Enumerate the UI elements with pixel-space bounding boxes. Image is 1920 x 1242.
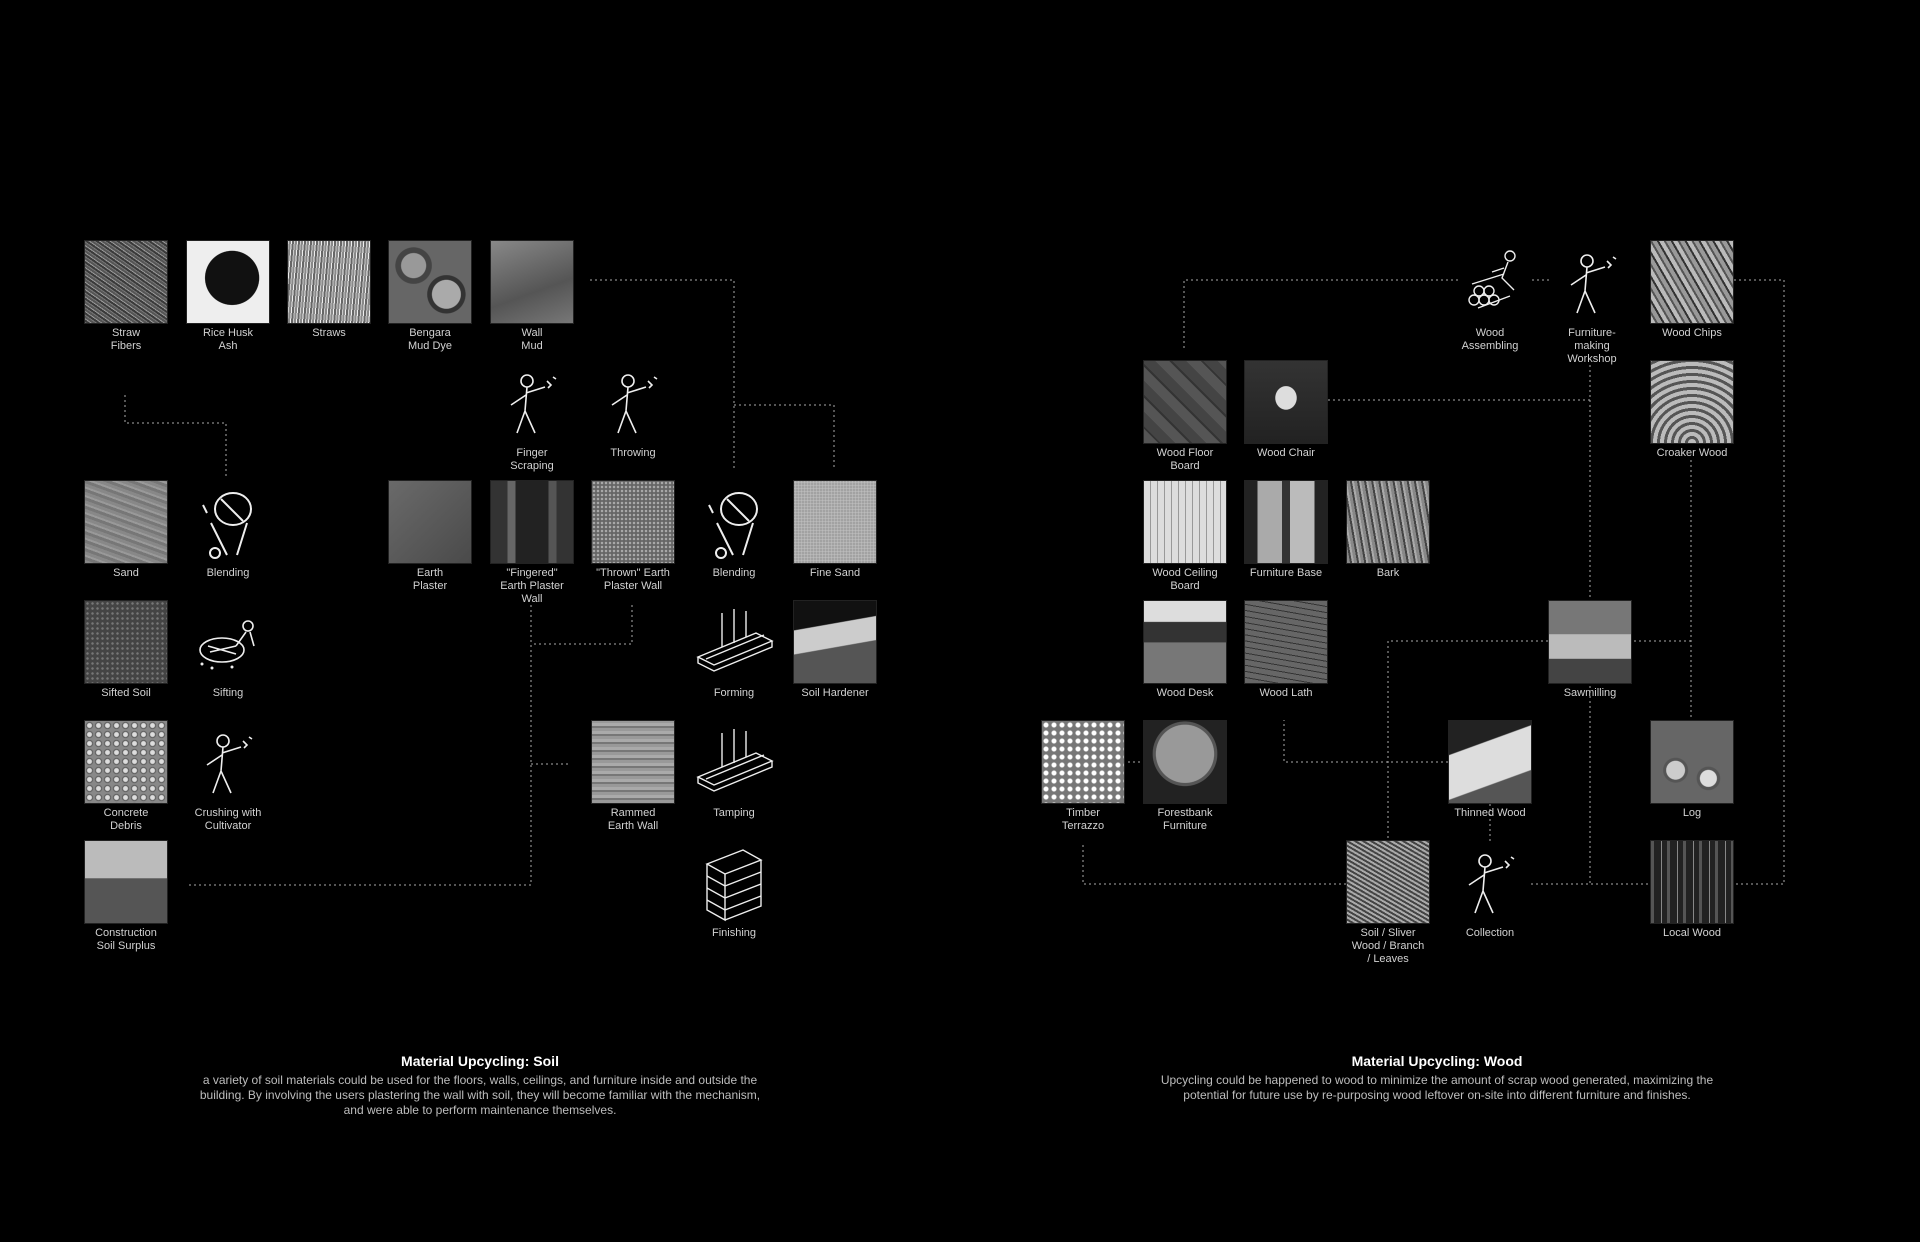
wood-node-label: Wood Lath — [1259, 687, 1313, 699]
wood-node-label: Forestbank Furniture — [1157, 807, 1213, 832]
wood-caption-body: Upcycling could be happened to wood to minimize the amount of scrap wood generated, maximizing the potential for future use by re-purposing wood leftover on-site into different furniture and finishes. — [1160, 1073, 1714, 1102]
form-icon — [692, 720, 776, 804]
soil-photo — [793, 600, 877, 684]
logs-icon — [1448, 240, 1532, 324]
soil-photo — [287, 240, 371, 324]
soil-photo — [84, 720, 168, 804]
soil-node-label: "Fingered" Earth Plaster Wall — [500, 567, 564, 605]
wood-photo — [1244, 480, 1328, 564]
soil-photo — [793, 480, 877, 564]
soil-photo — [84, 480, 168, 564]
soil-photo — [186, 240, 270, 324]
wood-node-label: Furniture- making Workshop — [1567, 327, 1617, 365]
wood-photo — [1650, 240, 1734, 324]
soil-node-label: Fine Sand — [809, 567, 861, 579]
wood-node — [1650, 720, 1734, 820]
form-icon — [692, 600, 776, 684]
wood-node-label: Wood Chair — [1257, 447, 1315, 459]
soil-node-label: Blending — [206, 567, 250, 579]
wood-node — [1143, 480, 1227, 593]
soil-photo — [84, 240, 168, 324]
soil-node — [84, 480, 168, 580]
soil-photo — [490, 480, 574, 564]
soil-node — [186, 720, 270, 833]
soil-node — [186, 600, 270, 700]
soil-node-label: Rice Husk Ash — [202, 327, 254, 352]
wood-photo — [1143, 360, 1227, 444]
soil-node — [490, 240, 574, 353]
wood-node-label: Croaker Wood — [1656, 447, 1728, 459]
soil-photo — [84, 600, 168, 684]
wood-photo — [1346, 840, 1430, 924]
soil-caption — [190, 1053, 770, 1118]
soil-node-label: Blending — [712, 567, 756, 579]
wood-node-label: Bark — [1376, 567, 1400, 579]
soil-photo — [591, 720, 675, 804]
soil-node-label: Tamping — [713, 807, 755, 819]
soil-node-label: Concrete Debris — [103, 807, 149, 832]
wood-node — [1143, 600, 1227, 700]
soil-photo — [490, 240, 574, 324]
wood-photo — [1143, 480, 1227, 564]
soil-node-label: "Thrown" Earth Plaster Wall — [596, 567, 670, 592]
soil-node — [692, 840, 776, 940]
soil-node — [388, 480, 472, 593]
soil-node — [591, 360, 675, 460]
soil-node — [692, 480, 776, 580]
link-thinned-to-lath — [1284, 720, 1448, 762]
wood-node — [1244, 360, 1328, 460]
soil-node-label: Finishing — [711, 927, 757, 939]
soil-node — [84, 600, 168, 700]
soil-node — [692, 720, 776, 820]
wood-node — [1650, 360, 1734, 460]
soil-node-label: Wall Mud — [521, 327, 543, 352]
soil-node — [490, 480, 574, 606]
wood-node — [1448, 240, 1532, 353]
soil-node — [84, 240, 168, 353]
soil-node — [692, 600, 776, 700]
soil-photo — [591, 480, 675, 564]
person-icon — [591, 360, 675, 444]
soil-node-label: Straw Fibers — [110, 327, 142, 352]
wood-photo — [1346, 480, 1430, 564]
wood-node — [1143, 360, 1227, 473]
soil-node — [84, 840, 168, 953]
soil-node-label: Construction Soil Surplus — [95, 927, 157, 952]
soil-node — [186, 480, 270, 580]
person-icon — [1550, 240, 1634, 324]
wood-node-label: Log — [1682, 807, 1702, 819]
soil-node — [591, 480, 675, 593]
link-chips-to-localwood — [1734, 280, 1784, 884]
wood-node — [1448, 720, 1532, 820]
wood-node-label: Wood Assembling — [1461, 327, 1519, 352]
soil-node — [591, 720, 675, 833]
soil-node — [186, 240, 270, 353]
soil-node-label: Sifted Soil — [101, 687, 151, 699]
wood-node — [1650, 240, 1734, 340]
sift-icon — [186, 600, 270, 684]
wood-node-label: Thinned Wood — [1454, 807, 1526, 819]
wood-node — [1346, 480, 1430, 580]
mixer-icon — [186, 480, 270, 564]
wood-node-label: Wood Desk — [1156, 687, 1214, 699]
wood-node-label: Timber Terrazzo — [1061, 807, 1105, 832]
wood-photo — [1041, 720, 1125, 804]
soil-node-label: Crushing with Cultivator — [194, 807, 262, 832]
wood-node — [1550, 240, 1634, 366]
soil-node-label: Earth Plaster — [412, 567, 448, 592]
wood-photo — [1244, 600, 1328, 684]
wood-caption — [1147, 1053, 1727, 1103]
soil-node-label: Finger Scraping — [510, 447, 554, 472]
soil-node-label: Forming — [713, 687, 755, 699]
wood-node-label: Collection — [1465, 927, 1515, 939]
soil-node-label: Bengara Mud Dye — [407, 327, 453, 352]
soil-node-label: Throwing — [610, 447, 656, 459]
wood-node — [1244, 600, 1328, 700]
soil-caption-body: a variety of soil materials could be used for the floors, walls, ceilings, and furniture inside and outside the building. By involving the users plastering the wall with soil, they will become familiar with the mechanism, and were able to perform maintenance themselves. — [199, 1073, 761, 1117]
wood-photo — [1448, 720, 1532, 804]
wood-node — [1650, 840, 1734, 940]
soil-photo — [388, 240, 472, 324]
wood-node-label: Wood Chips — [1662, 327, 1722, 339]
soil-node — [793, 600, 877, 700]
mixer-icon — [692, 480, 776, 564]
wood-node-label: Local Wood — [1663, 927, 1721, 939]
soil-node — [388, 240, 472, 353]
link-straw-to-blending — [125, 395, 226, 479]
person-icon — [490, 360, 574, 444]
wood-node — [1244, 480, 1328, 580]
wood-photo — [1244, 360, 1328, 444]
wood-node-label: Wood Floor Board — [1156, 447, 1214, 472]
soil-caption-title: Material Upcycling: Soil — [401, 1053, 559, 1069]
wood-node-label: Furniture Base — [1249, 567, 1323, 579]
wood-node — [1346, 840, 1430, 966]
soil-node — [793, 480, 877, 580]
link-sliver-to-terrazzo — [1083, 845, 1346, 884]
soil-node-label: Soil Hardener — [801, 687, 869, 699]
block-icon — [692, 840, 776, 924]
link-assembling-to-floor — [1184, 280, 1458, 350]
wood-photo — [1650, 840, 1734, 924]
wood-caption-title: Material Upcycling: Wood — [1351, 1053, 1523, 1069]
wood-node-label: Soil / Sliver Wood / Branch / Leaves — [1351, 927, 1425, 965]
wood-node-label: Sawmilling — [1563, 687, 1617, 699]
soil-photo — [84, 840, 168, 924]
wood-node — [1143, 720, 1227, 833]
wood-node — [1448, 840, 1532, 940]
wood-photo — [1548, 600, 1632, 684]
wood-photo — [1143, 600, 1227, 684]
person-icon — [186, 720, 270, 804]
soil-node-label: Straws — [312, 327, 346, 339]
soil-photo — [388, 480, 472, 564]
link-to-finesand — [734, 405, 834, 470]
person-icon — [1448, 840, 1532, 924]
soil-node — [287, 240, 371, 340]
wood-node — [1548, 600, 1632, 700]
wood-photo — [1650, 360, 1734, 444]
wood-photo — [1650, 720, 1734, 804]
wood-node-label: Wood Ceiling Board — [1152, 567, 1218, 592]
link-thrown-join — [531, 605, 632, 644]
wood-node — [1041, 720, 1125, 833]
soil-node-label: Sand — [113, 567, 139, 579]
wood-photo — [1143, 720, 1227, 804]
soil-node-label: Sifting — [212, 687, 244, 699]
soil-node-label: Rammed Earth Wall — [607, 807, 659, 832]
soil-node — [490, 360, 574, 473]
soil-node — [84, 720, 168, 833]
